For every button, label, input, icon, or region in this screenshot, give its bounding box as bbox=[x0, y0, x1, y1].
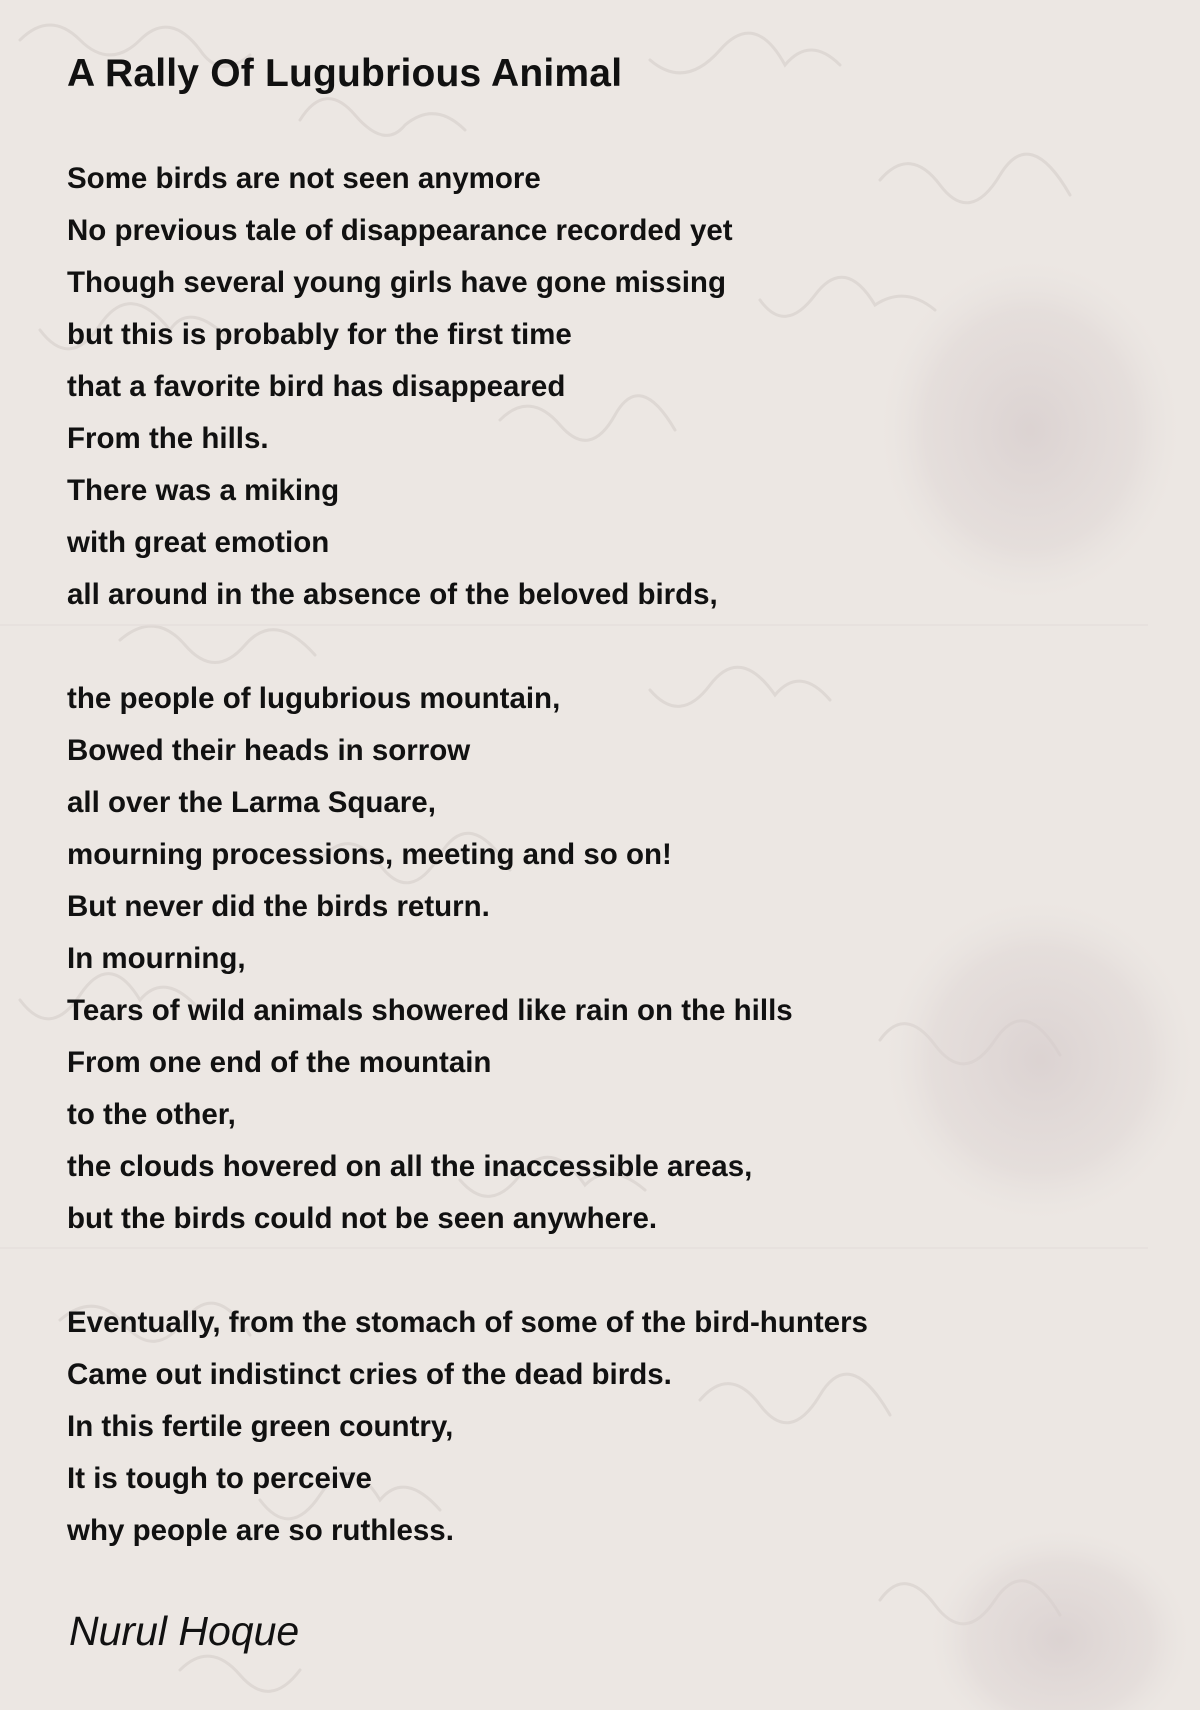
poem-line: the people of lugubrious mountain, bbox=[67, 682, 561, 715]
poem-line: In mourning, bbox=[67, 942, 246, 975]
poem-line: that a favorite bird has disappeared bbox=[67, 370, 566, 403]
poem-line: Eventually, from the stomach of some of the bird-hunters bbox=[67, 1306, 868, 1339]
poem-line: Bowed their heads in sorrow bbox=[67, 734, 471, 767]
poem-line: with great emotion bbox=[67, 526, 330, 559]
poem-title: A Rally Of Lugubrious Animal bbox=[67, 52, 623, 95]
poem-line: Some birds are not seen anymore bbox=[67, 162, 541, 195]
poem-line: to the other, bbox=[67, 1098, 236, 1131]
stanza-1 bbox=[67, 153, 868, 621]
poem-line: but this is probably for the first time bbox=[67, 318, 572, 351]
ink-stain bbox=[885, 900, 1195, 1220]
poem-line: Tears of wild animals showered like rain on the hills bbox=[67, 994, 793, 1027]
poem-line: From the hills. bbox=[67, 422, 269, 455]
poem-line: all around in the absence of the beloved birds, bbox=[67, 578, 718, 611]
poem-line: From one end of the mountain bbox=[67, 1046, 492, 1079]
poem-line: but the birds could not be seen anywhere. bbox=[67, 1202, 658, 1235]
poem-line: No previous tale of disappearance recorded yet bbox=[67, 214, 733, 247]
stanza-2 bbox=[67, 673, 868, 1245]
poem-line: mourning processions, meeting and so on! bbox=[67, 838, 672, 871]
poem-line: the clouds hovered on all the inaccessible areas, bbox=[67, 1150, 753, 1183]
poem-line: But never did the birds return. bbox=[67, 890, 490, 923]
poem-line: It is tough to perceive bbox=[67, 1462, 372, 1495]
poem-body bbox=[67, 153, 868, 1609]
ink-stain bbox=[880, 260, 1180, 600]
poem-line: all over the Larma Square, bbox=[67, 786, 436, 819]
poem-line: why people are so ruthless. bbox=[67, 1514, 454, 1547]
poem-author: Nurul Hoque bbox=[69, 1608, 300, 1654]
poem-line: Though several young girls have gone missing bbox=[67, 266, 726, 299]
poem-line: In this fertile green country, bbox=[67, 1410, 454, 1443]
poem-line: There was a miking bbox=[67, 474, 340, 507]
stanza-3 bbox=[67, 1297, 868, 1557]
poem-line: Came out indistinct cries of the dead birds. bbox=[67, 1358, 672, 1391]
